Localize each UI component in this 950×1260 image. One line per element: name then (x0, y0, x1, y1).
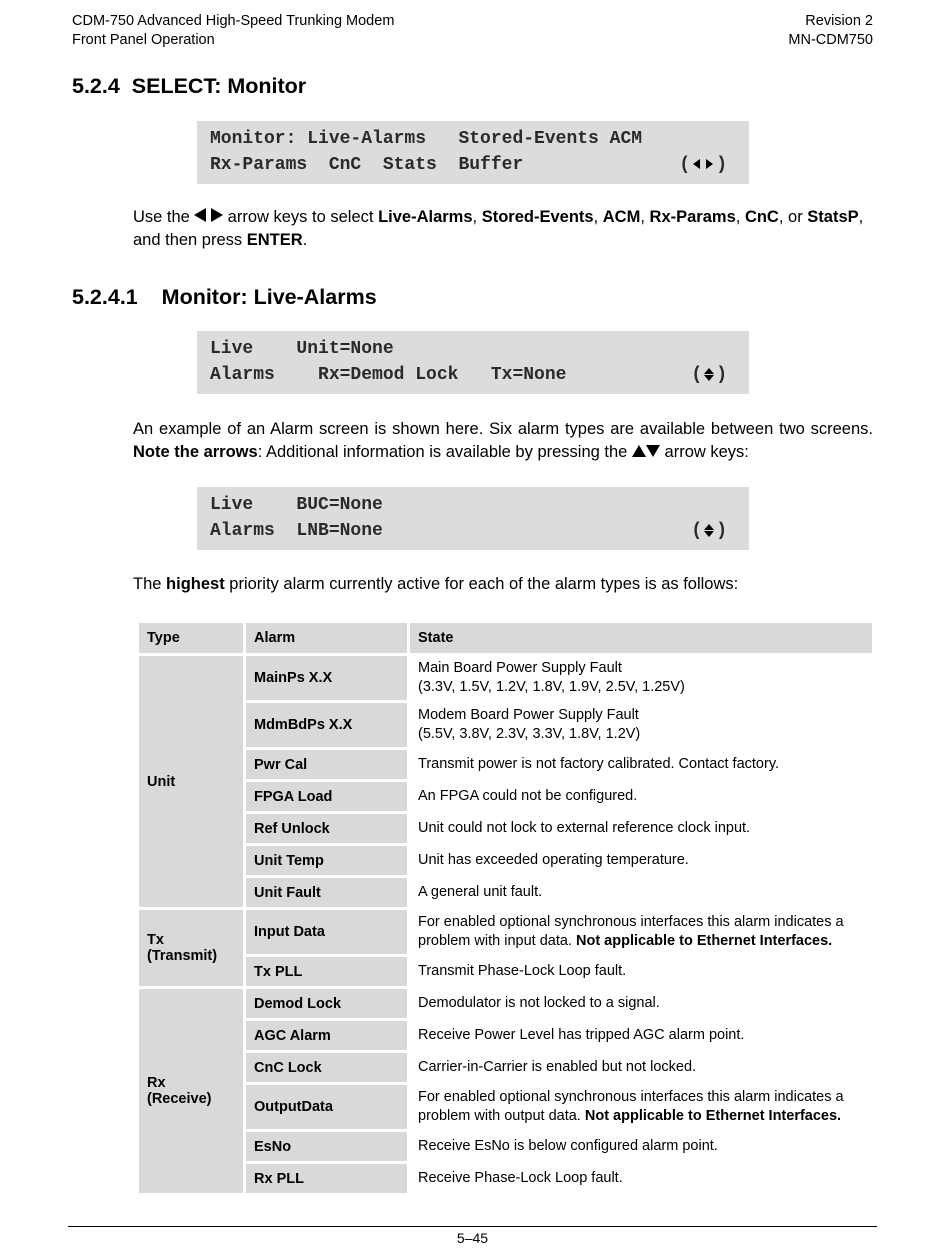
state-cell: Modem Board Power Supply Fault (5.5V, 3.8V, 2.3V, 3.3V, 1.8V, 1.2V) (410, 703, 872, 747)
state-cell: Main Board Power Supply Fault (3.3V, 1.5V, 1.2V, 1.8V, 1.9V, 2.5V, 1.25V) (410, 656, 872, 700)
section-title: Monitor: Live-Alarms (161, 285, 377, 309)
column-header-state: State (410, 623, 872, 653)
alarm-cell: MainPs X.X (246, 656, 407, 700)
lcd-display-live-alarms-1 (197, 331, 749, 394)
lcd-line-2: Alarms Rx=Demod Lock Tx=None (210, 365, 567, 385)
lcd-display-live-alarms-2 (197, 487, 749, 550)
lcd-line-2: Alarms LNB=None (210, 521, 383, 541)
state-cell: Carrier-in-Carrier is enabled but not locked. (410, 1053, 872, 1082)
lcd-line-1: Live Unit=None (210, 339, 394, 359)
manual-number: MN-CDM750 (788, 32, 873, 48)
alarm-cell: Demod Lock (246, 989, 407, 1018)
state-cell: Transmit power is not factory calibrated. Contact factory. (410, 750, 872, 779)
left-arrow-icon (194, 208, 206, 222)
alarm-cell: Input Data (246, 910, 407, 954)
chapter-title: Front Panel Operation (72, 32, 215, 48)
up-arrow-icon (632, 445, 646, 457)
table-row (139, 750, 872, 779)
right-arrow-icon (211, 208, 223, 222)
state-cell: For enabled optional synchronous interfaces this alarm indicates a problem with output data. Not applicable to Ethernet Interfaces. (410, 1085, 872, 1129)
revision-label: Revision 2 (805, 13, 873, 29)
alarm-cell: Rx PLL (246, 1164, 407, 1193)
section-heading-select-monitor (72, 74, 306, 99)
lcd-display-monitor-menu (197, 121, 749, 184)
table-row (139, 1021, 872, 1050)
lcd-line-1: Monitor: Live-Alarms Stored-Events ACM (210, 129, 643, 149)
running-header-right (788, 12, 873, 50)
alarm-cell: Unit Fault (246, 878, 407, 907)
alarm-cell: FPGA Load (246, 782, 407, 811)
table-row (139, 846, 872, 875)
alarm-screen-paragraph: An example of an Alarm screen is shown here. Six alarm types are available between two screens. Note the arrows: Additional information is available by pressing the arrow keys: (133, 420, 873, 461)
page-number: 5–45 (456, 1230, 489, 1246)
table-row (139, 1053, 872, 1082)
alarm-cell: AGC Alarm (246, 1021, 407, 1050)
up-arrow-icon (704, 524, 714, 530)
table-row (139, 1085, 872, 1129)
section-heading-live-alarms (72, 285, 377, 310)
alarm-cell: OutputData (246, 1085, 407, 1129)
lcd-left-right-arrows: ( ) (679, 155, 727, 175)
lcd-line-2: Rx-Params CnC Stats Buffer (210, 155, 524, 175)
up-arrow-icon (704, 368, 714, 374)
type-cell-unit: Unit (139, 656, 243, 907)
table-header-row (139, 623, 872, 653)
table-row (139, 957, 872, 986)
lcd-line-1: Live BUC=None (210, 495, 383, 515)
section-number: 5.2.4.1 (72, 285, 138, 309)
section-number: 5.2.4 (72, 74, 120, 98)
table-row (139, 910, 872, 954)
column-header-type: Type (139, 623, 243, 653)
state-cell: Receive Phase-Lock Loop fault. (410, 1164, 872, 1193)
state-cell: For enabled optional synchronous interfaces this alarm indicates a problem with input data. Not applicable to Ethernet Interfaces. (410, 910, 872, 954)
running-header-left (72, 12, 394, 50)
lcd-up-down-arrows: ( ) (691, 521, 727, 541)
state-cell: Unit could not lock to external reference clock input. (410, 814, 872, 843)
left-arrow-icon (693, 159, 700, 169)
state-cell: An FPGA could not be configured. (410, 782, 872, 811)
state-cell: A general unit fault. (410, 878, 872, 907)
table-row (139, 989, 872, 1018)
instruction-paragraph: Use the arrow keys to select Live-Alarms, Stored-Events, ACM, Rx-Params, CnC, or StatsP, and then press ENTER. (133, 208, 864, 249)
alarm-types-table (136, 620, 875, 1196)
alarm-cell: Unit Temp (246, 846, 407, 875)
table-row (139, 1132, 872, 1161)
alarm-cell: Pwr Cal (246, 750, 407, 779)
table-row (139, 1164, 872, 1193)
type-cell-rx: Rx (Receive) (139, 989, 243, 1193)
state-cell: Receive EsNo is below configured alarm point. (410, 1132, 872, 1161)
state-cell: Transmit Phase-Lock Loop fault. (410, 957, 872, 986)
table-row (139, 814, 872, 843)
state-cell: Unit has exceeded operating temperature. (410, 846, 872, 875)
state-cell: Demodulator is not locked to a signal. (410, 989, 872, 1018)
column-header-alarm: Alarm (246, 623, 407, 653)
lcd-up-down-arrows: ( ) (691, 365, 727, 385)
section-title: SELECT: Monitor (131, 74, 307, 98)
down-arrow-icon (704, 531, 714, 537)
alarm-cell: CnC Lock (246, 1053, 407, 1082)
alarm-cell: MdmBdPs X.X (246, 703, 407, 747)
document-title: CDM-750 Advanced High-Speed Trunking Modem (72, 13, 395, 29)
right-arrow-icon (706, 159, 713, 169)
priority-paragraph: The highest priority alarm currently active for each of the alarm types is as follows: (133, 575, 739, 593)
table-row (139, 878, 872, 907)
table-row (139, 782, 872, 811)
table-row (139, 656, 872, 700)
down-arrow-icon (704, 375, 714, 381)
state-cell: Receive Power Level has tripped AGC alarm point. (410, 1021, 872, 1050)
alarm-cell: Tx PLL (246, 957, 407, 986)
alarm-cell: EsNo (246, 1132, 407, 1161)
down-arrow-icon (646, 445, 660, 457)
table-row (139, 703, 872, 747)
footer-divider (68, 1226, 877, 1227)
type-cell-tx: Tx (Transmit) (139, 910, 243, 986)
alarm-cell: Ref Unlock (246, 814, 407, 843)
